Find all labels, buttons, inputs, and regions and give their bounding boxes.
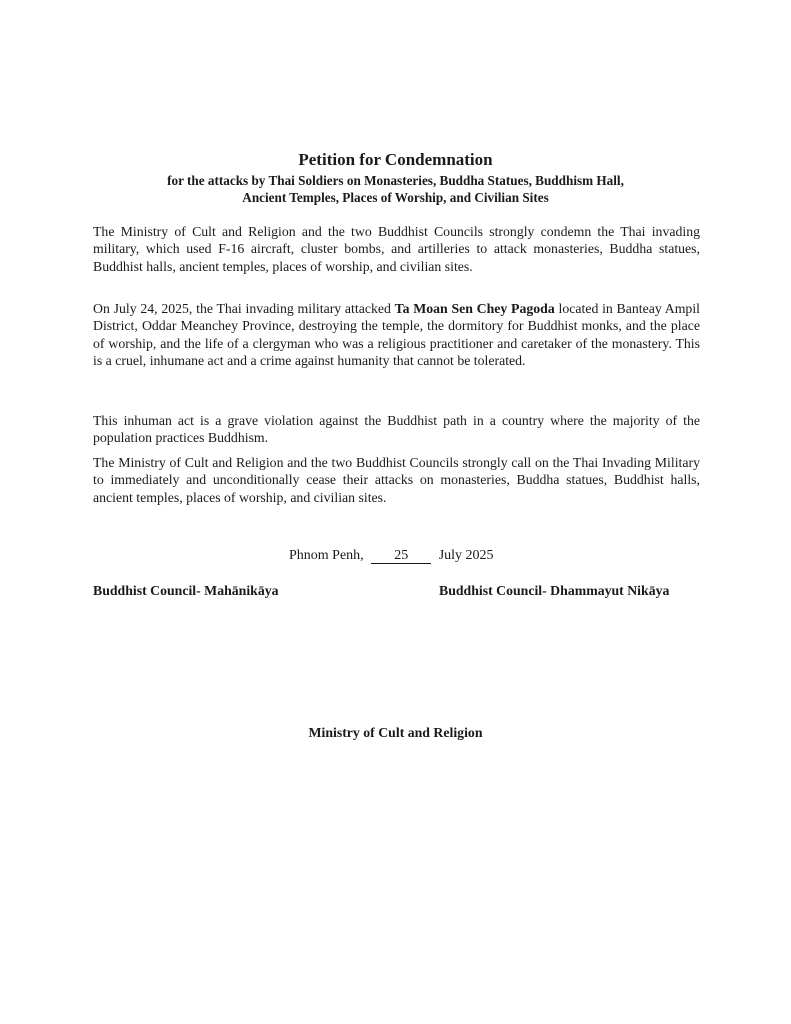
paragraph-3: This inhuman act is a grave violation against the Buddhist path in a country where the majority of the population practices Buddhism. bbox=[93, 413, 700, 446]
paragraph-2-rest: located in Banteay Ampil District, Oddar Meanchey Province, destroying the temple, the dormitory for Buddhist monks, and the place of worship, and the life of a clergyman who was a religious practitioner and caretaker of the monastery. This is a cruel, inhumane act and a crime against humanity that cannot be tolerated. bbox=[93, 301, 700, 369]
dateline-month-year: July 2025 bbox=[438, 548, 494, 563]
pagoda-name: Ta Moan Sen Chey Pagoda bbox=[394, 301, 555, 316]
paragraph-2 bbox=[93, 300, 700, 370]
signatory-ministry: Ministry of Cult and Religion bbox=[308, 725, 483, 740]
paragraph-2-intro: On July 24, 2025, the Thai invading military attacked bbox=[93, 301, 395, 316]
document-subtitle bbox=[110, 172, 681, 206]
dateline-place: Phnom Penh, bbox=[289, 548, 364, 563]
dateline-day: 25 bbox=[371, 548, 431, 564]
signatory-mahanikaya: Buddhist Council- Mahānikāya bbox=[93, 583, 279, 598]
paragraph-4: The Ministry of Cult and Religion and the two Buddhist Councils strongly call on the Thai Invading Military to immediately and unconditionally cease their attacks on monasteries, Buddha statues, Buddhist halls, ancient temples, places of worship, and civilian sites. bbox=[93, 455, 700, 505]
dateline bbox=[289, 547, 494, 565]
subtitle-line-2: Ancient Temples, Places of Worship, and Civilian Sites bbox=[242, 190, 549, 205]
document-title: Petition for Condemnation bbox=[298, 150, 493, 169]
subtitle-line-1: for the attacks by Thai Soldiers on Monasteries, Buddha Statues, Buddhism Hall, bbox=[167, 173, 624, 188]
signatory-dhammayut: Buddhist Council- Dhammayut Nikāya bbox=[439, 583, 670, 598]
paragraph-1: The Ministry of Cult and Religion and the two Buddhist Councils strongly condemn the Thai invading military, which used F-16 aircraft, cluster bombs, and artilleries to attack monasteries, Buddha statues, Buddhist halls, ancient temples, places of worship, and civilian sites. bbox=[93, 224, 700, 274]
